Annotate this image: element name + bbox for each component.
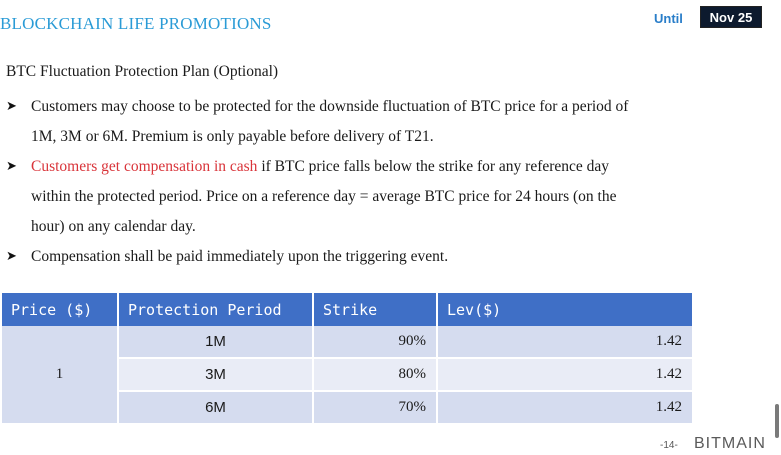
arrow-icon: ➤ — [6, 99, 17, 114]
table-row — [2, 326, 692, 358]
until-label: Until — [654, 11, 683, 26]
protection-table — [2, 293, 692, 425]
table-header-row — [2, 293, 692, 326]
bullet-list — [0, 92, 740, 272]
bullet-line: Customers may choose to be protected for the downside fluctuation of BTC price for a period of — [31, 98, 629, 115]
bullet-line-rest: if BTC price falls below the strike for any reference day — [257, 158, 610, 175]
period-cell: 3M — [118, 358, 313, 391]
bullet-line: 1M, 3M or 6M. Premium is only payable before delivery of T21. — [31, 128, 434, 145]
header-protection-period: Protection Period — [118, 293, 313, 326]
plan-title: BTC Fluctuation Protection Plan (Optional) — [6, 63, 279, 80]
strike-cell: 90% — [313, 326, 437, 358]
bullet-line: within the protected period. Price on a reference day = average BTC price for 24 hours (on the — [31, 188, 617, 205]
header-price: Price ($) — [2, 293, 118, 326]
bullet-item — [0, 242, 740, 272]
arrow-icon: ➤ — [6, 249, 17, 264]
bullet-line — [31, 152, 740, 182]
header-strike: Strike — [313, 293, 437, 326]
bullet-line: hour) on any calendar day. — [31, 218, 196, 235]
strike-cell: 70% — [313, 391, 437, 424]
header-lev: Lev($) — [437, 293, 692, 326]
strike-cell: 80% — [313, 358, 437, 391]
bullet-line: Compensation shall be paid immediately upon the triggering event. — [31, 248, 449, 265]
period-cell: 6M — [118, 391, 313, 424]
lev-cell: 1.42 — [437, 391, 692, 424]
header-title: BLOCKCHAIN LIFE PROMOTIONS — [0, 14, 272, 33]
lev-cell: 1.42 — [437, 358, 692, 391]
bullet-item — [0, 92, 740, 152]
arrow-icon: ➤ — [6, 159, 17, 174]
price-cell: 1 — [2, 326, 118, 424]
lev-cell: 1.42 — [437, 326, 692, 358]
date-badge: Nov 25 — [700, 6, 762, 28]
period-cell: 1M — [118, 326, 313, 358]
scroll-edge-bar[interactable] — [775, 404, 779, 438]
bullet-item — [0, 152, 740, 242]
page-number: -14- — [660, 440, 678, 451]
brand-logo: BITMAIN — [694, 435, 766, 452]
highlight-text: Customers get compensation in cash — [31, 158, 258, 175]
